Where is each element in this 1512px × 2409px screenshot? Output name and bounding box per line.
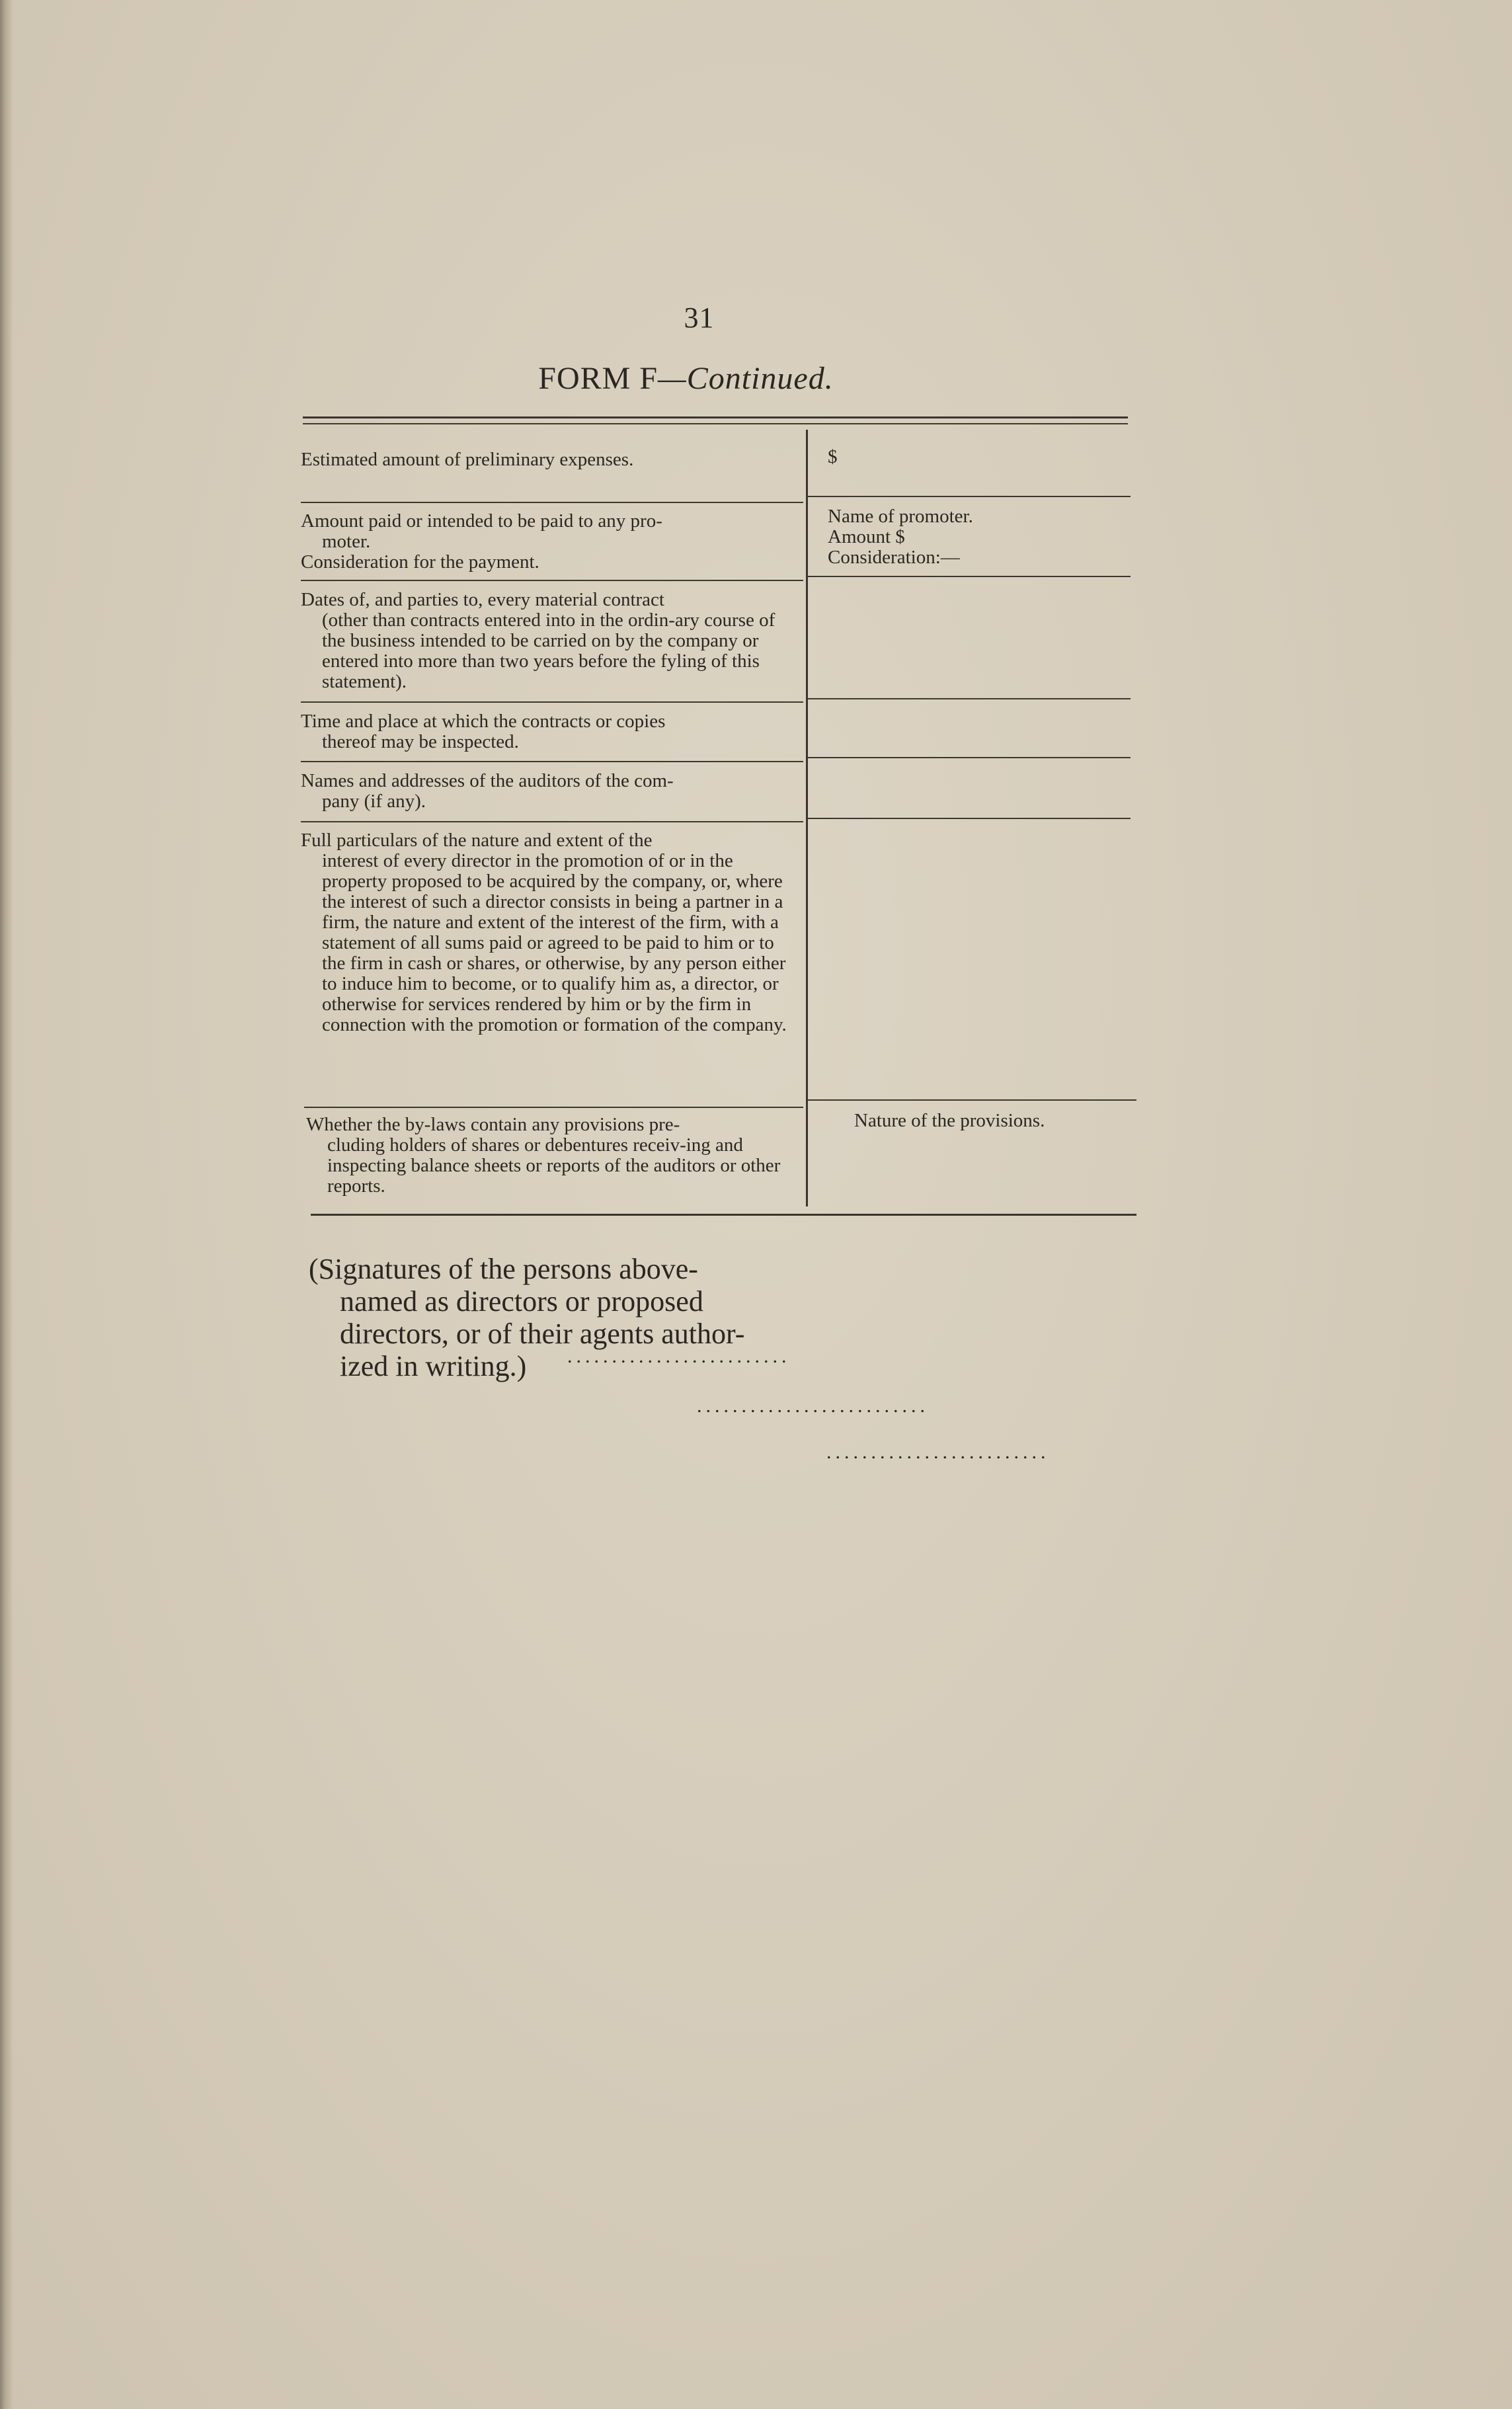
table-bottom-rule bbox=[311, 1214, 1136, 1216]
table-top-rule-2 bbox=[303, 423, 1128, 424]
table-row-label bbox=[301, 590, 790, 692]
provisions-nature: Nature of the provisions. bbox=[854, 1110, 1045, 1131]
form-title bbox=[0, 360, 1372, 397]
row-text: Dates of, and parties to, every material contract bbox=[301, 589, 664, 610]
row-divider-left bbox=[301, 580, 803, 581]
table-row-value bbox=[828, 506, 1125, 568]
table-row-label bbox=[301, 830, 790, 1035]
form-title-main: FORM F bbox=[538, 361, 658, 396]
row-text: Amount paid or intended to be paid to any pro- bbox=[301, 510, 662, 532]
promoter-name: Name of promoter. bbox=[828, 506, 973, 527]
row-text-cont: interest of every director in the promotion of or in the property proposed to be acquired by the company, or, where the interest of such a director consists in being a partner in a firm, the nature and extent of the interest of the firm, with a statement of all sums paid or agreed to be paid to him or to the firm in cash or shares, or otherwise, by any person either to induce him to become, or to qualify him as, a director, or otherwise for services rendered by him or by the firm in connection with the promotion or formation of the company. bbox=[322, 850, 787, 1035]
row-text: Names and addresses of the auditors of the com- bbox=[301, 770, 674, 791]
table-row-label bbox=[301, 450, 790, 470]
table-row-label bbox=[301, 711, 790, 752]
row-text-extra: Consideration for the payment. bbox=[301, 551, 539, 573]
page-number: 31 bbox=[684, 301, 715, 334]
row-divider-left bbox=[301, 701, 803, 703]
row-divider-right bbox=[808, 576, 1131, 577]
row-text-cont: thereof may be inspected. bbox=[322, 731, 519, 752]
row-text: Whether the by-laws contain any provisions pre- bbox=[306, 1114, 680, 1135]
row-divider-right bbox=[808, 818, 1131, 819]
row-divider-left bbox=[301, 761, 803, 762]
row-text-cont: pany (if any). bbox=[322, 791, 426, 812]
row-divider-right bbox=[808, 698, 1131, 699]
row-divider-left bbox=[301, 821, 803, 822]
signature-line-1: (Signatures of the persons above- bbox=[309, 1253, 698, 1285]
signature-line-3: directors, or of their agents author- bbox=[340, 1318, 745, 1350]
row-text: Time and place at which the contracts or copies bbox=[301, 711, 666, 732]
signature-line-4: ized in writing.) bbox=[340, 1350, 527, 1382]
row-text-cont: (other than contracts entered into in the ordin-ary course of the business intended to be carried on by the company or entered into more than two years before the fyling of this statement). bbox=[322, 610, 776, 692]
table-row-label bbox=[306, 1115, 795, 1197]
row-text: Full particulars of the nature and extent of the bbox=[301, 830, 653, 851]
promoter-consideration: Consideration:— bbox=[828, 547, 960, 568]
table-row-value bbox=[828, 447, 1125, 467]
promoter-amount: Amount $ bbox=[828, 526, 905, 547]
signature-dotted-line-1: ......................... bbox=[567, 1345, 791, 1367]
row-divider-left bbox=[301, 502, 803, 503]
row-divider-right bbox=[808, 1099, 1136, 1101]
row-divider-right bbox=[808, 496, 1131, 497]
row-text-cont: moter. bbox=[322, 531, 371, 552]
table-row-label bbox=[301, 771, 790, 812]
form-title-suffix: —Continued. bbox=[658, 361, 834, 396]
row-text-cont: cluding holders of shares or debentures receiv-ing and inspecting balance sheets or reports of the auditors or other reports. bbox=[327, 1134, 781, 1197]
signature-dotted-line-3: ......................... bbox=[826, 1441, 1050, 1463]
table-top-rule bbox=[303, 416, 1128, 418]
signature-line-2: named as directors or proposed bbox=[340, 1285, 703, 1318]
dollar-sign: $ bbox=[828, 446, 838, 467]
row-text: Estimated amount of preliminary expenses. bbox=[301, 449, 634, 470]
table-row-label bbox=[301, 511, 790, 573]
table-row-value bbox=[854, 1111, 1152, 1131]
row-divider-left bbox=[304, 1107, 803, 1108]
signature-dotted-line-2: .......................... bbox=[697, 1395, 929, 1417]
row-divider-right bbox=[808, 757, 1131, 758]
